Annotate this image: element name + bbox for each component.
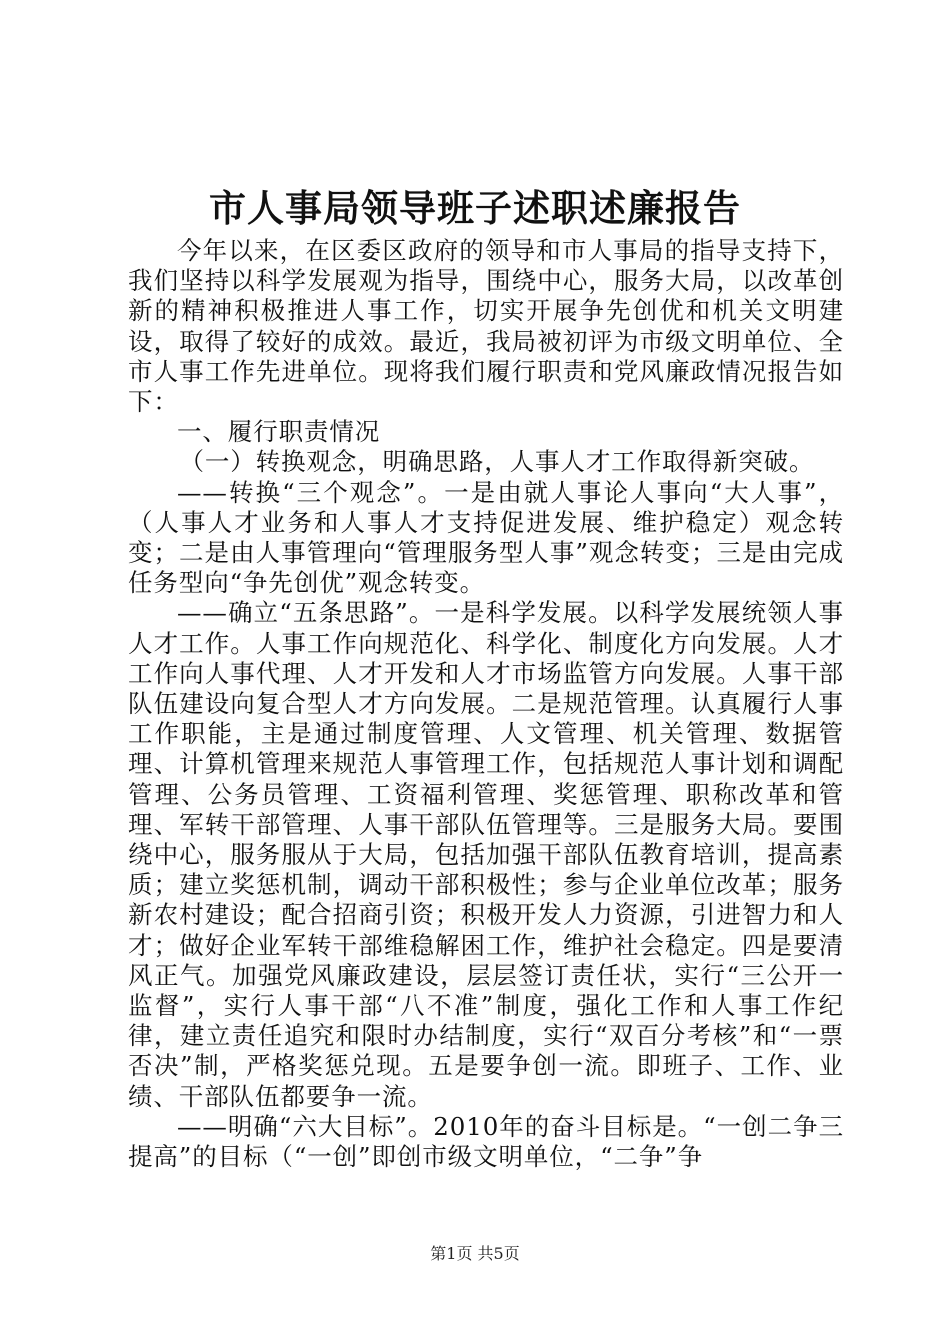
section-heading: 一、履行职责情况 [177,417,381,447]
document-title: 市人事局领导班子述职述廉报告 [209,186,741,230]
body-paragraph: ——转换“三个观念”。一是由就人事论人事向“大人事”，（人事人才业务和人事人才支持促进发展、维护稳定）观念转变；二是由人事管理向“管理服务型人事”观念转变；三是由完成任务型向“争先创优”观念转变。 [128,477,844,598]
document-body [128,236,844,1172]
body-paragraph: ——确立“五条思路”。一是科学发展。以科学发展统领人事人才工作。人事工作向规范化、科学化、制度化方向发展。人才工作向人事代理、人才开发和人才市场监管方向发展。人事干部队伍建设向复合型人才方向发展。二是规范管理。认真履行人事工作职能，主是通过制度管理、人文管理、机关管理、数据管理、计算机管理来规范人事管理工作，包括规范人事计划和调配管理、公务员管理、工资福利管理、奖惩管理、职称改革和管理、军转干部管理、人事干部队伍管理等。三是服务大局。要围绕中心，服务服从于大局，包括加强干部队伍教育培训，提高素质；建立奖惩机制，调动干部积极性；参与企业单位改革；服务新农村建设；配合招商引资；积极开发人力资源，引进智力和人才；做好企业军转干部维稳解困工作，维护社会稳定。四是要清风正气。加强党风廉政建设，层层签订责任状，实行“三公开一监督”，实行人事干部“八不准”制度，强化工作和人事工作纪律，建立责任追究和限时办结制度，实行“双百分考核”和“一票否决”制，严格奖惩兑现。五是要争创一流。即班子、工作、业绩、干部队伍都要争一流。 [128,598,844,1111]
subsection-heading: （一）转换观念，明确思路，人事人才工作取得新突破。 [179,447,815,477]
body-paragraph: ——明确“六大目标”。2010年的奋斗目标是。“一创二争三提高”的目标（“一创”即创市级文明单位，“二争”争 [128,1111,844,1172]
page-number: 第1页 共5页 [430,1244,520,1263]
intro-paragraph: 今年以来，在区委区政府的领导和市人事局的指导支持下，我们坚持以科学发展观为指导，围绕中心，服务大局，以改革创新的精神积极推进人事工作，切实开展争先创优和机关文明建设，取得了较好的成效。最近，我局被初评为市级文明单位、全市人事工作先进单位。现将我们履行职责和党风廉政情况报告如下： [128,236,844,417]
